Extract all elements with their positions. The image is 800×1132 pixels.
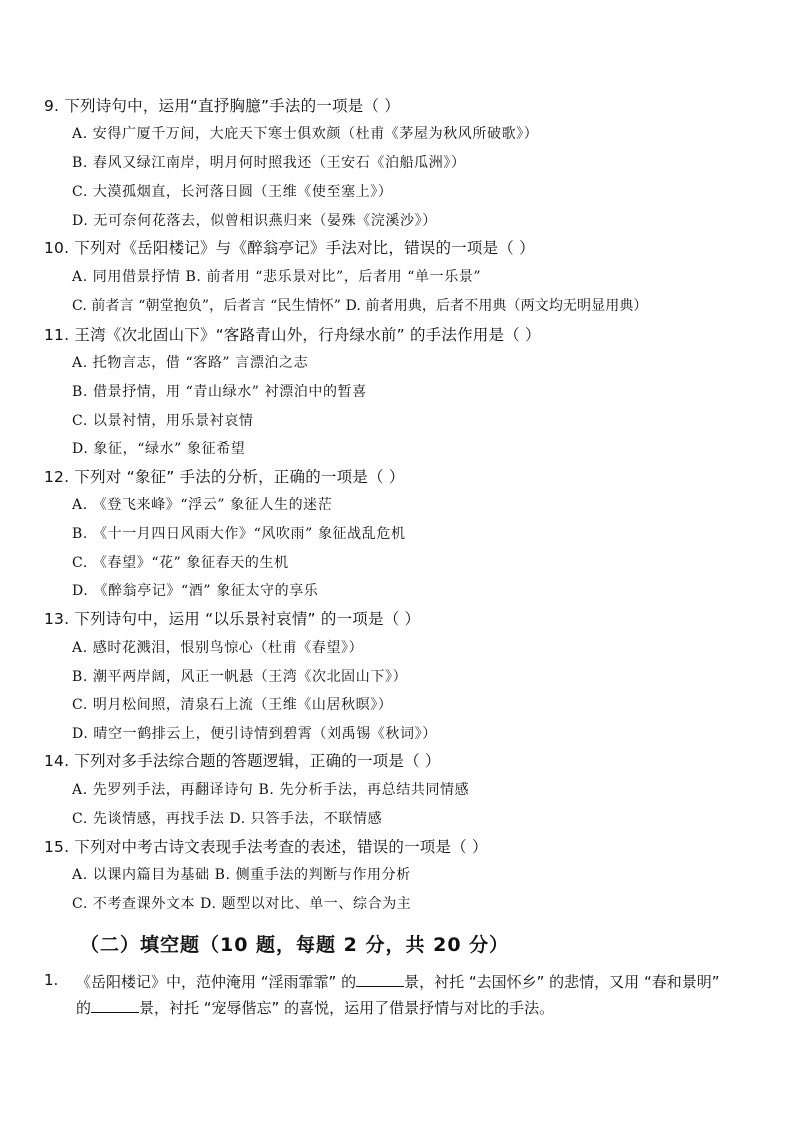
- answer-blank[interactable]: [91, 998, 139, 1013]
- fill-question-line-1: [76, 971, 719, 992]
- section-heading: （二）填空题（10 题，每题 2 分，共 20 分）: [80, 934, 510, 956]
- option-cd: C. 先谈情感，再找手法 D. 只答手法，不联情感: [72, 811, 383, 827]
- fill-text: 景，衬托 “去国怀乡” 的悲情，又用 “春和景明”: [404, 973, 720, 991]
- answer-blank[interactable]: [356, 972, 404, 987]
- fill-question-number: 1.: [44, 971, 59, 989]
- question-stem: 10. 下列对《岳阳楼记》与《醉翁亭记》手法对比，错误的一项是（ ）: [44, 239, 535, 257]
- question-stem: 13. 下列诗句中，运用 “以乐景衬哀情” 的一项是（ ）: [44, 610, 421, 628]
- option-d: D. 《醉翁亭记》“酒” 象征太守的享乐: [72, 583, 319, 599]
- option-cd: C. 不考查课外文本 D. 题型以对比、单一、综合为主: [72, 896, 412, 912]
- option-a: A. 《登飞来峰》“浮云” 象征人生的迷茫: [72, 497, 333, 513]
- option-d: D. 象征，“绿水” 象征希望: [72, 441, 246, 457]
- option-cd: C. 前者言 “朝堂抱负”，后者言 “民生情怀” D. 前者用典，后者不用典（两文均无明显用典）: [72, 298, 648, 314]
- option-ab: A. 先罗列手法，再翻译诗句 B. 先分析手法，再总结共同情感: [72, 782, 470, 798]
- option-a: A. 托物言志，借 “客路” 言漂泊之志: [72, 355, 309, 371]
- option-c: C. 大漠孤烟直，长河落日圆（王维《使至塞上》）: [72, 184, 393, 200]
- option-ab: A. 以课内篇目为基础 B. 侧重手法的判断与作用分析: [72, 867, 411, 883]
- fill-text: 的: [76, 999, 92, 1017]
- option-b: B. 潮平两岸阔，风正一帆悬（王湾《次北固山下》）: [72, 669, 408, 685]
- option-a: A. 安得广厦千万间，大庇天下寒士俱欢颜（杜甫《茅屋为秋风所破歌》）: [72, 126, 539, 142]
- question-stem: 11. 王湾《次北固山下》“客路青山外，行舟绿水前” 的手法作用是（ ）: [44, 326, 541, 344]
- option-c: C. 以景衬情，用乐景衬哀情: [72, 413, 254, 429]
- fill-text: 《岳阳楼记》中，范仲淹用 “淫雨霏霏” 的: [76, 973, 357, 991]
- option-d: D. 无可奈何花落去，似曾相识燕归来（晏殊《浣溪沙》）: [72, 213, 437, 229]
- option-b: B. 春风又绿江南岸，明月何时照我还（王安石《泊船瓜洲》）: [72, 155, 466, 171]
- option-d: D. 晴空一鹤排云上，便引诗情到碧霄（刘禹锡《秋词》）: [72, 726, 437, 742]
- option-ab: A. 同用借景抒情 B. 前者用 “悲乐景对比”，后者用 “单一乐景”: [72, 269, 482, 285]
- question-stem: 14. 下列对多手法综合题的答题逻辑，正确的一项是（ ）: [44, 752, 441, 770]
- option-c: C. 明月松间照，清泉石上流（王维《山居秋暝》）: [72, 697, 393, 713]
- question-stem: 15. 下列对中考古诗文表现手法考查的表述，错误的一项是（ ）: [44, 838, 488, 856]
- option-c: C. 《春望》“花” 象征春天的生机: [72, 555, 289, 571]
- question-stem: 12. 下列对 “象征” 手法的分析，正确的一项是（ ）: [44, 468, 405, 486]
- question-stem: 9. 下列诗句中，运用“直抒胸臆”手法的一项是（ ）: [44, 97, 400, 115]
- fill-text: 景，衬托 “宠辱偕忘” 的喜悦，运用了借景抒情与对比的手法。: [139, 999, 555, 1017]
- option-a: A. 感时花溅泪，恨别鸟惊心（杜甫《春望》）: [72, 640, 364, 656]
- fill-question-line-2: [76, 997, 554, 1018]
- option-b: B. 《十一月四日风雨大作》“风吹雨” 象征战乱危机: [72, 526, 406, 542]
- option-b: B. 借景抒情，用 “青山绿水” 衬漂泊中的暂喜: [72, 384, 367, 400]
